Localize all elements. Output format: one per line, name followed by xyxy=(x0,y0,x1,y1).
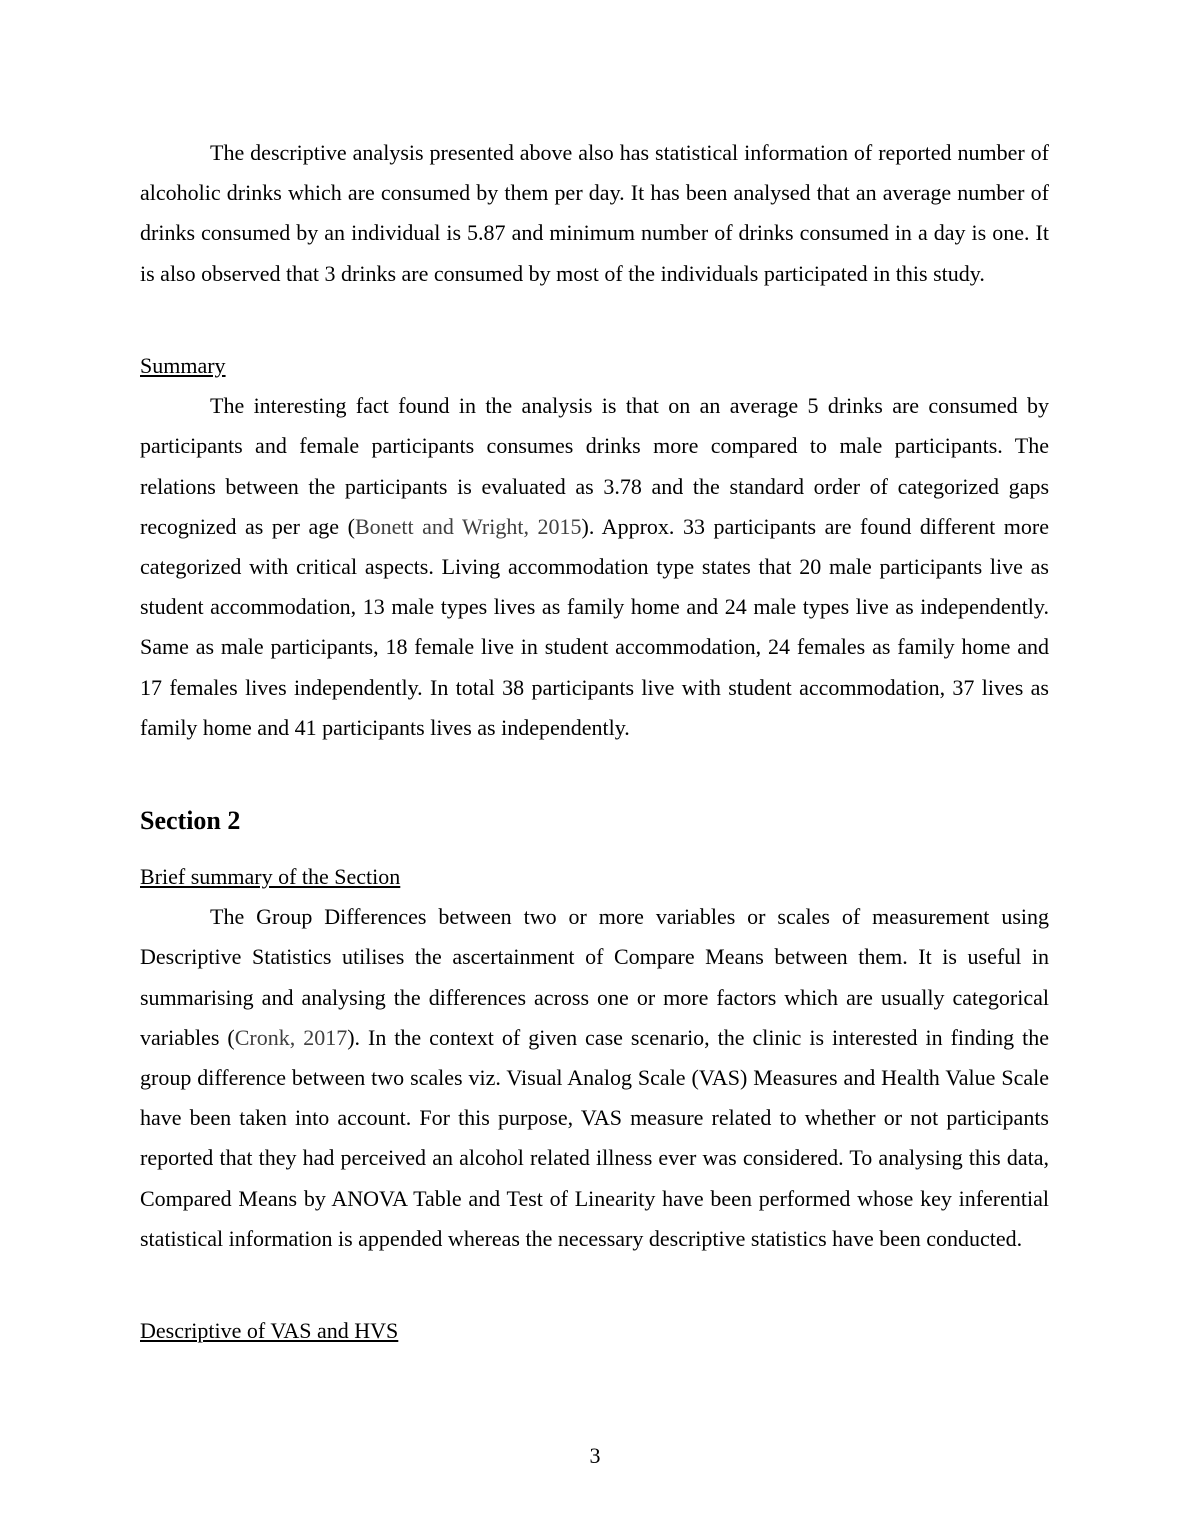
descriptive-block xyxy=(140,1311,1049,1351)
summary-text-2: ). Approx. 33 participants are found different more categorized with critical aspects. Living accommodation type states that 20 male participants live as student accommodation, 13 male types lives as family home and 24 male types live as independently. Same as male participants, 18 female live in student accommodation, 24 females as family home and 17 females lives independently. In total 38 participants live with student accommodation, 37 lives as family home and 41 participants lives as independently. xyxy=(140,513,1049,740)
intro-block xyxy=(140,133,1049,294)
descriptive-heading: Descriptive of VAS and HVS xyxy=(140,1318,399,1343)
summary-paragraph xyxy=(140,386,1049,748)
citation: Bonett and Wright, 2015 xyxy=(354,513,582,539)
section-title: Section 2 xyxy=(140,806,241,835)
page-number: 3 xyxy=(589,1443,601,1468)
brief-paragraph xyxy=(140,897,1049,1259)
summary-heading: Summary xyxy=(140,353,226,378)
brief-text-1: The Group Differences between two or more variables or scales of measurement using Descriptive Statistics utilises the ascertainment of Compare Means between them. It is useful in summarising and analysing the differences across one or more factors which are usually categorical variables ( xyxy=(140,904,1049,1050)
paragraph-drinks: The descriptive analysis presented above also has statistical information of reported number of alcoholic drinks which are consumed by them per day. It has been analysed that an average number of drinks consumed by an individual is 5.87 and minimum number of drinks consumed in a day is one. It is also observed that 3 drinks are consumed by most of the individuals participated in this study. xyxy=(140,140,1049,286)
brief-heading: Brief summary of the Section xyxy=(140,864,401,889)
brief-block xyxy=(140,857,1049,1259)
summary-block xyxy=(140,346,1049,748)
summary-text-1: The interesting fact found in the analysis is that on an average 5 drinks are consumed by participants and female participants consumes drinks more compared to male participants. The relations between the participants is evaluated as 3.78 and the standard order of categorized gaps recognized as per age ( xyxy=(140,393,1049,539)
brief-text-2: ). In the context of given case scenario, the clinic is interested in finding the group difference between two scales viz. Visual Analog Scale (VAS) Measures and Health Value Scale have been taken into account. For this purpose, VAS measure related to whether or not participants reported that they had perceived an alcohol related illness ever was considered. To analysing this data, Compared Means by ANOVA Table and Test of Linearity have been performed whose key inferential statistical information is appended whereas the necessary descriptive statistics have been conducted. xyxy=(140,1024,1049,1251)
citation: Cronk, 2017 xyxy=(234,1024,348,1050)
